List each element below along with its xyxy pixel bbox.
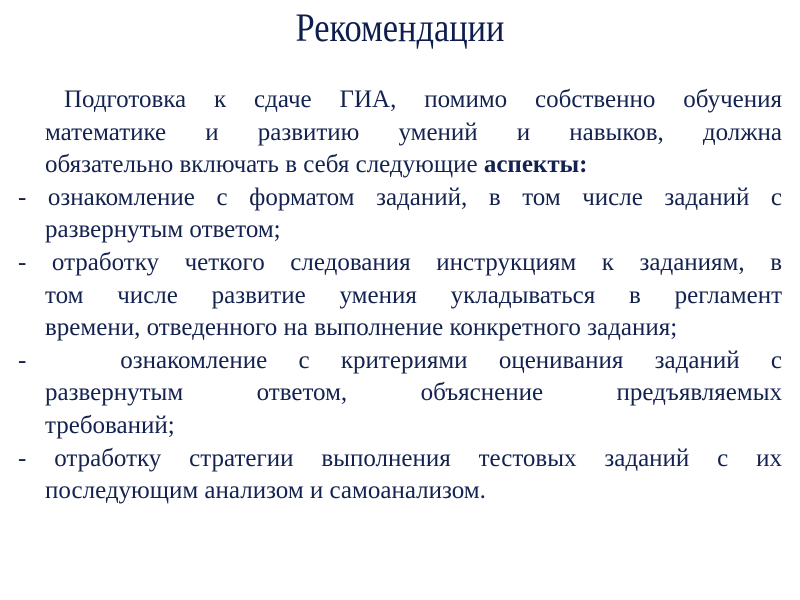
bullet-text: развернутым ответом; xyxy=(45,216,281,244)
slide-body xyxy=(0,84,800,508)
bullet-2-first-line xyxy=(18,247,782,280)
bullet-text: времени, отведенного на выполнение конкретного задания; xyxy=(45,314,678,342)
bullet-1-line xyxy=(0,214,800,247)
bullet-3-line xyxy=(0,377,800,410)
intro-line xyxy=(0,84,800,117)
bullet-3-first-line xyxy=(18,345,782,378)
bullet-text: последующим анализом и самоанализом. xyxy=(45,477,486,505)
bullet-2-line xyxy=(0,312,800,345)
bullet-text: ознакомление с критериями оценивания заданий с xyxy=(120,346,782,374)
intro-bold-aspects: аспекты: xyxy=(483,151,588,179)
intro-line xyxy=(0,117,800,150)
bullet-1-line xyxy=(0,182,800,215)
dash-marker: - xyxy=(18,346,27,374)
intro-line-text: математике и развитию умений и навыков, должна xyxy=(45,118,782,146)
bullet-4-first-line xyxy=(18,443,782,476)
intro-line-text xyxy=(45,149,782,182)
bullet-1-first-line xyxy=(18,182,782,215)
dash-marker: - xyxy=(18,248,27,276)
slide-title: Рекомендации xyxy=(295,5,505,50)
bullet-text: развернутым ответом, объяснение предъявляемых xyxy=(45,379,782,407)
bullet-text: том числе развитие умения укладываться в регламент xyxy=(45,281,782,309)
bullet-3-line xyxy=(0,410,800,443)
bullet-text: ознакомление с форматом заданий, в том числе заданий с xyxy=(47,183,783,211)
dash-marker: - xyxy=(18,183,27,211)
bullet-4-line xyxy=(0,443,800,476)
bullet-3-line xyxy=(0,345,800,378)
dash-marker: - xyxy=(18,444,27,472)
bullet-2-line xyxy=(0,280,800,313)
bullet-text: отработку четкого следования инструкциям к заданиям, в xyxy=(51,248,782,276)
bullet-2-line xyxy=(0,247,800,280)
bullet-4-line xyxy=(0,475,800,508)
bullet-text: отработку стратегии выполнения тестовых заданий с их xyxy=(54,444,783,472)
intro-line xyxy=(0,149,800,182)
bullet-text: требований; xyxy=(45,411,175,439)
intro-line-plain: обязательно включать в себя следующие xyxy=(45,151,478,179)
intro-line-text: Подготовка к сдаче ГИА, помимо собственно обучения xyxy=(64,86,782,113)
